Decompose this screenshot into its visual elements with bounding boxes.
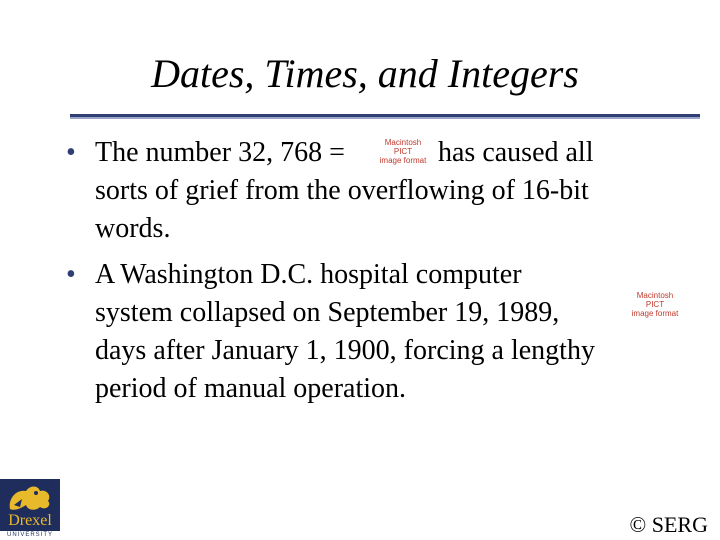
pict-placeholder-text bbox=[376, 165, 430, 166]
pict-placeholder-image bbox=[628, 291, 682, 319]
bullet-2-line-1: A Washington D.C. hospital computer bbox=[95, 259, 522, 290]
bullet-1-line-1: The number 32, 768 = bbox=[95, 137, 345, 168]
logo-name: Drexel bbox=[8, 512, 52, 529]
copyright-text: © SERG bbox=[629, 512, 708, 537]
pict-placeholder-text: image format bbox=[631, 309, 679, 318]
bullet-2-line-4: period of manual operation. bbox=[95, 373, 407, 404]
pict-placeholder-text: Macintosh PICT bbox=[636, 291, 674, 309]
pict-placeholder-image bbox=[376, 138, 430, 166]
bullet-2-line-2: system collapsed on September 19, 1989, bbox=[95, 297, 560, 328]
bullet-1-line-3: words. bbox=[95, 213, 171, 244]
bullet-2-line-3: days after January 1, 1900, forcing a lengthy bbox=[95, 335, 595, 366]
bullet-marker-2: • bbox=[66, 259, 76, 290]
bullet-1-line-1b: has caused all bbox=[438, 137, 594, 168]
bullet-marker-1: • bbox=[66, 137, 76, 168]
drexel-logo bbox=[0, 479, 60, 540]
pict-placeholder-text: image format bbox=[379, 156, 427, 165]
title-divider bbox=[70, 114, 700, 119]
pict-placeholder-text bbox=[628, 318, 682, 319]
logo-subtitle: UNIVERSITY bbox=[0, 531, 60, 540]
bullet-1-line-2: sorts of grief from the overflowing of 16-bit bbox=[95, 175, 589, 206]
slide-title: Dates, Times, and Integers bbox=[151, 51, 579, 96]
pict-placeholder-text: Macintosh PICT bbox=[384, 138, 422, 156]
dragon-icon bbox=[0, 479, 60, 515]
